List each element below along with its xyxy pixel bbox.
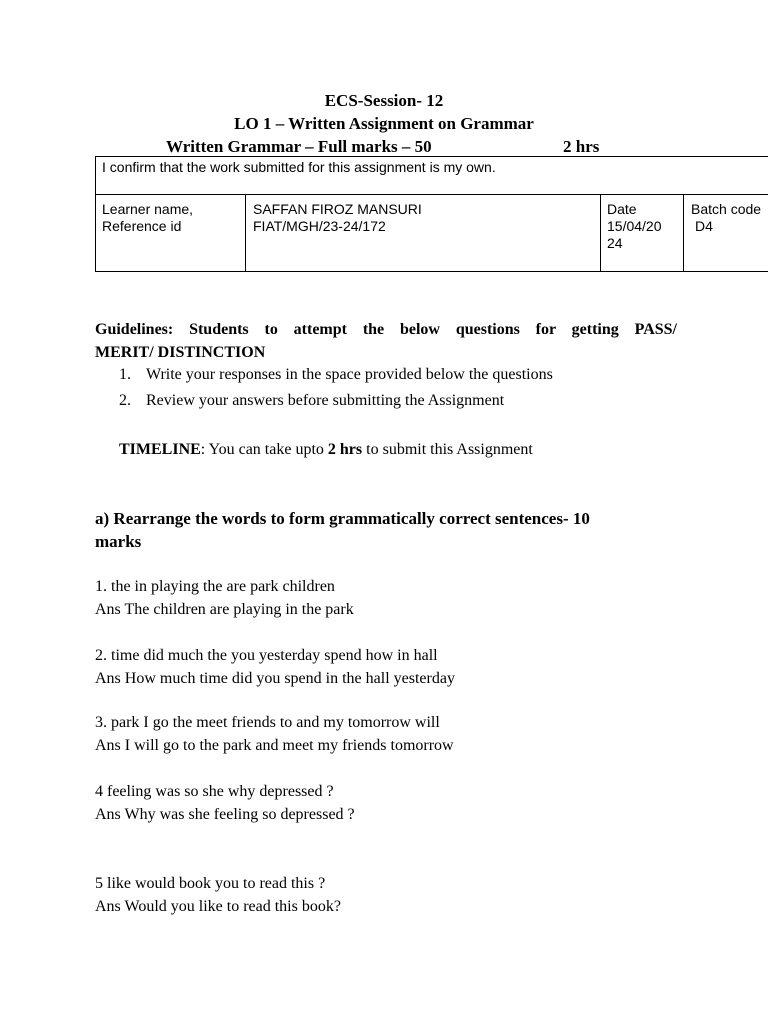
answer: Ans Why was she feeling so depressed ? (95, 806, 355, 823)
section-heading-cont: marks (95, 532, 142, 551)
timeline-pre: : You can take upto (200, 441, 328, 458)
list-text: Write your responses in the space provided below the questions (146, 366, 553, 383)
guidelines-text: Guidelines: Students to attempt the below questions for getting PASS/ (95, 321, 677, 338)
table-divider (600, 194, 601, 272)
full-marks-text: Written Grammar – Full marks – 50 (166, 137, 432, 156)
learner-name-label: Learner name, (102, 201, 194, 217)
question: 3. park I go the meet friends to and my tomorrow will (95, 714, 440, 731)
table-divider (683, 194, 684, 272)
date-value-cont: 24 (607, 235, 623, 251)
timeline-text (119, 438, 533, 461)
confirmation-text: I confirm that the work submitted for this assignment is my own. (102, 159, 496, 175)
question: 1. the in playing the are park children (95, 578, 335, 595)
marks-line (166, 136, 600, 158)
answer: Ans Would you like to read this book? (95, 898, 341, 915)
list-item (119, 364, 553, 386)
details-row (95, 194, 768, 272)
table-divider (245, 194, 246, 272)
question: 4 feeling was so she why depressed ? (95, 783, 334, 800)
list-text: Review your answers before submitting the Assignment (146, 392, 505, 409)
session-title: ECS-Session- 12 (324, 91, 444, 110)
section-heading: a) Rearrange the words to form grammatically correct sentences- 10 (95, 509, 590, 528)
question: 2. time did much the you yesterday spend how in hall (95, 647, 438, 664)
answer: Ans How much time did you spend in the hall yesterday (95, 670, 455, 687)
guidelines-text-cont: MERIT/ DISTINCTION (95, 344, 266, 361)
list-number: 1. (119, 366, 131, 383)
date-label: Date (607, 201, 637, 217)
duration-text: 2 hrs (563, 137, 600, 156)
question: 5 like would book you to read this ? (95, 875, 326, 892)
answer: Ans I will go to the park and meet my friends tomorrow (95, 737, 454, 754)
date-value: 15/04/20 (607, 218, 662, 234)
timeline-post: to submit this Assignment (362, 441, 533, 458)
reference-id-label: Reference id (102, 218, 182, 234)
batch-code-value: D4 (695, 218, 713, 234)
timeline-label: TIMELINE (119, 441, 201, 458)
learner-name-value: SAFFAN FIROZ MANSURI (253, 201, 422, 217)
reference-id-value: FIAT/MGH/23-24/172 (253, 218, 386, 234)
batch-code-label: Batch code (691, 201, 762, 217)
assignment-title: LO 1 – Written Assignment on Grammar (234, 114, 534, 133)
timeline-hours: 2 hrs (327, 441, 363, 458)
list-item (119, 390, 504, 412)
answer: Ans The children are playing in the park (95, 601, 354, 618)
list-number: 2. (119, 392, 131, 409)
